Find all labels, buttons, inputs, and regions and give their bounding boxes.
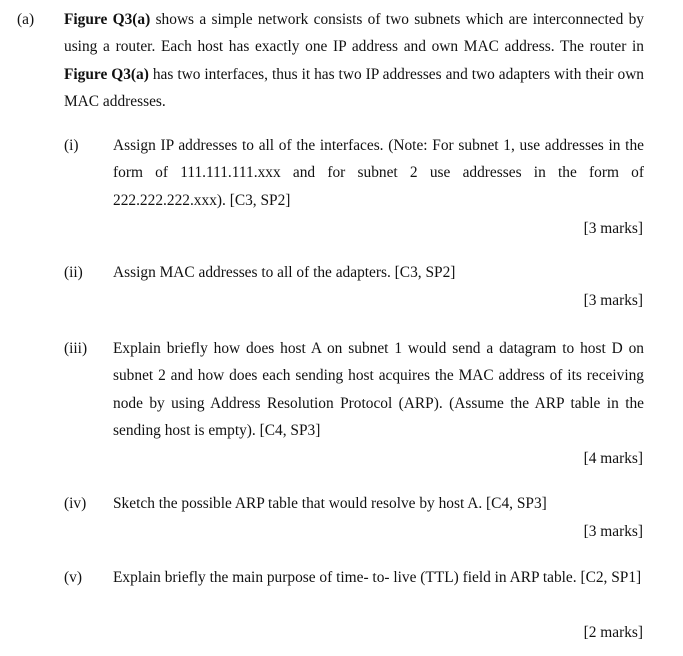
question-marks: [3 marks] xyxy=(583,292,643,309)
question-label: (iv) xyxy=(64,495,87,512)
part-intro xyxy=(64,6,644,116)
intro-text: has two interfaces, thus it has two IP addresses and two adapters with their own MAC addresses. xyxy=(64,65,645,111)
figure-reference: Figure Q3(a) xyxy=(64,11,151,28)
question-marks: [3 marks] xyxy=(583,523,643,540)
question-text: Explain briefly the main purpose of time- to- live (TTL) field in ARP table. [C2, SP1] xyxy=(113,569,642,586)
question-text: Explain briefly how does host A on subnet 1 would send a datagram to host D on subnet 2 and how does each sending host acquires the MAC address of its receiving node by using Address Resolution Protocol (ARP). (Assume the ARP table in the sending host is empty). [C4, SP3] xyxy=(113,340,644,440)
question-label: (iii) xyxy=(64,340,88,357)
question-label: (i) xyxy=(64,137,79,154)
question-text: Sketch the possible ARP table that would resolve by host A. [C4, SP3] xyxy=(113,495,547,512)
figure-reference: Figure Q3(a) xyxy=(64,65,149,83)
question-label: (ii) xyxy=(64,264,83,281)
part-label: (a) xyxy=(17,11,35,28)
question-marks: [4 marks] xyxy=(583,450,643,467)
question-marks: [3 marks] xyxy=(583,220,643,237)
question-label: (v) xyxy=(64,569,82,586)
question-marks: [2 marks] xyxy=(583,624,643,641)
intro-text: shows a simple network consists of two subnets which are interconnected by using a router. Each host has exactly one IP address and own MAC address. The router in xyxy=(64,11,645,56)
question-text: Assign IP addresses to all of the interfaces. (Note: For subnet 1, use addresses in the form of 111.111.111.xxx and for subnet 2 use addresses in the form of 222.222.222.xxx). [C3, SP2] xyxy=(113,137,644,209)
question-text: Assign MAC addresses to all of the adapters. [C3, SP2] xyxy=(113,264,456,281)
